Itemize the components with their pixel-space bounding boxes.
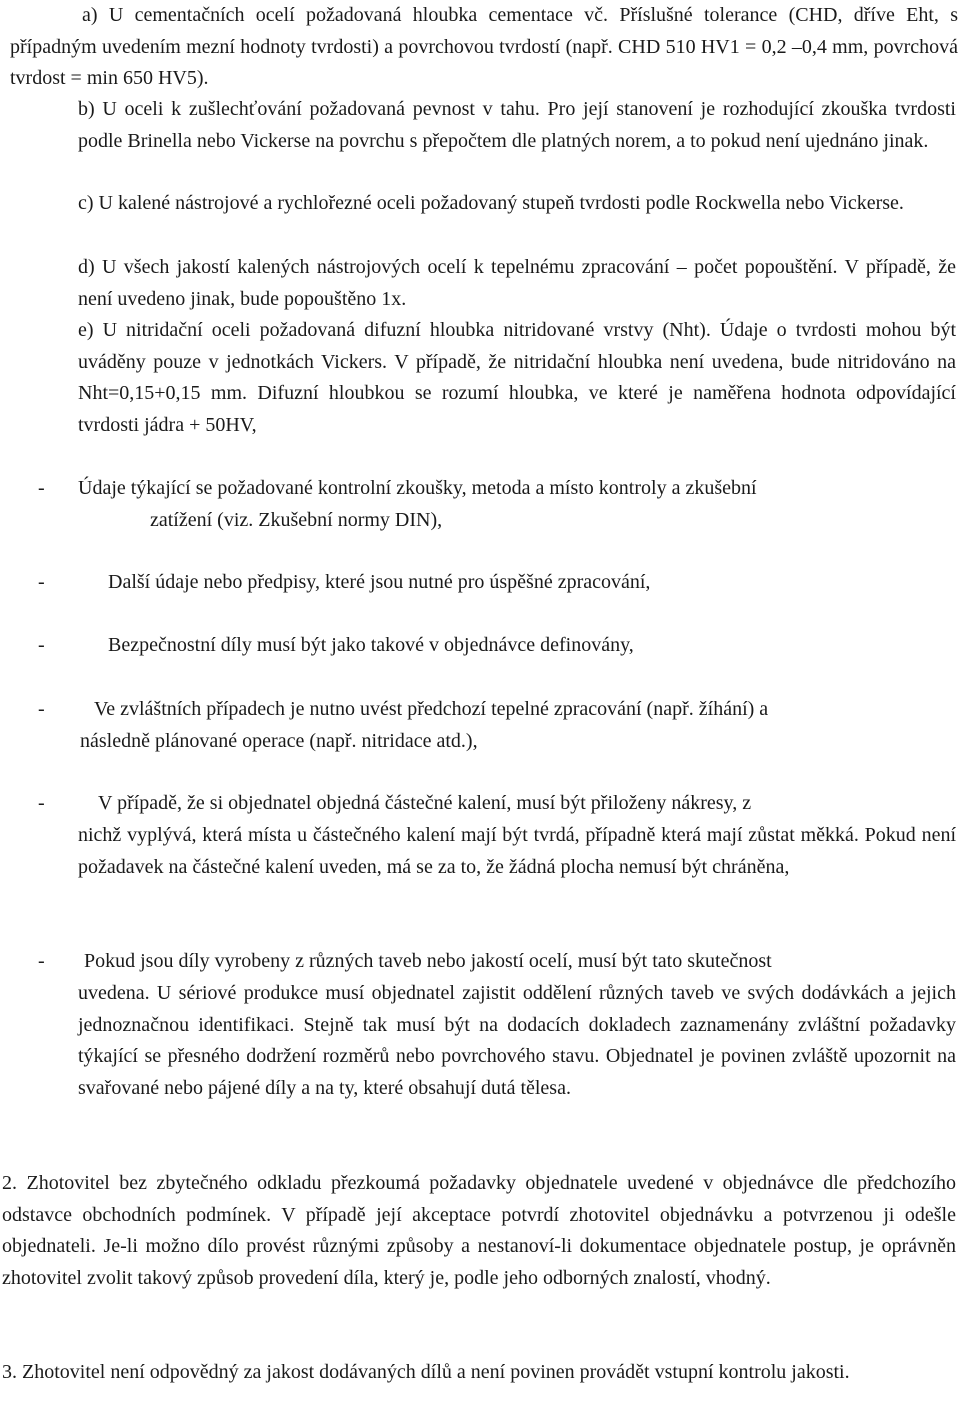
item-d-tempering-count: d) U všech jakostí kalených nástrojových ocelí k tepelnému zpracování – počet popouštění. V případě, že není uvedeno jinak, bude popouštěno 1x. [78,256,956,310]
dash-item-other-data: Další údaje nebo předpisy, které jsou nutné pro úspěšné zpracování, [108,571,651,593]
dash-item-heats: Pokud jsou díly vyrobeny z různých taveb nebo jakostí ocelí, musí být tato skutečnost [84,950,772,972]
item-e-nitriding: e) U nitridační oceli požadovaná difuzní hloubka nitridované vrstvy (Nht). Údaje o tvrdosti mohou být uváděny pouze v jednotkách Vickers. V případě, že nitridační hloubka není uvedena, bude nitridováno na Nht=0,15+0,15 mm. Difuzní hloubkou se rozumí hloubka, ve které je naměřena hodnota odpovídající tvrdosti jádra + 50HV, [78,319,956,436]
dash-item-previous-treatment-cont: následně plánované operace (např. nitridace atd.), [80,730,478,752]
dash-marker: - [38,571,45,593]
dash-marker: - [38,950,45,972]
dash-item-previous-treatment: Ve zvláštních případech je nutno uvést předchozí tepelné zpracování (např. žíhání) a [94,698,769,720]
dash-item-partial-hardening-cont: nichž vyplývá, která místa u částečného kalení mají být tvrdá, případně která mají zůstat měkká. Pokud není požadavek na částečné kalení uveden, má se za to, že žádná plocha nemusí být chráněna, [78,824,956,878]
item-a-cementation: a) U cementačních ocelí požadovaná hloubka cementace vč. Příslušné tolerance (CHD, dříve Eht, s případným uvedením mezní hodnoty tvrdosti) a povrchovou tvrdostí (např. CHD 510 HV1 = 0,2 –0,4 mm, povrchová tvrdost = min 650 HV5). [10,4,958,89]
dash-item-heats-cont: uvedena. U sériové produkce musí objednatel zajistit oddělení různých taveb ve svých dodávkách a jejich jednoznačnou identifikaci. Stejně tak musí být na dodacích dokladech zaznamenány zvláštní požadavky týkající se přesného dodržení rozměrů nebo povrchového stavu. Objednatel je povinen zvláště upozornit na svařované nebo pájené díly a na ty, které obsahují dutá tělesa. [78,982,956,1099]
dash-item-safety-parts: Bezpečnostní díly musí být jako takové v objednávce definovány, [108,634,634,656]
dash-marker: - [38,698,45,720]
dash-marker: - [38,634,45,656]
item-c-tool-steel: c) U kalené nástrojové a rychlořezné oceli požadovaný stupeň tvrdosti podle Rockwella nebo Vickerse. [78,192,904,214]
dash-item-partial-hardening: V případě, že si objednatel objedná částečné kalení, musí být přiloženy nákresy, z [98,792,752,814]
dash-item-test-data-cont: zatížení (viz. Zkušební normy DIN), [150,509,443,531]
numbered-paragraph-2: 2. Zhotovitel bez zbytečného odkladu přezkoumá požadavky objednatele uvedené v objednávce dle předchozího odstavce obchodních podmínek. V případě její akceptace potvrdí zhotovitel objednávku a potvrzenou ji odešle objednateli. Je-li možno dílo provést různými způsoby a nestanoví-li dokumentace objednatele postup, je oprávněn zhotovitel zvolit takový způsob provedení díla, který je, podle jeho odborných znalostí, vhodný. [2,1172,956,1289]
dash-marker: - [38,792,45,814]
item-b-tempering: b) U oceli k zušlechťování požadovaná pevnost v tahu. Pro její stanovení je rozhodující zkouška tvrdosti podle Brinella nebo Vickerse na povrchu s přepočtem dle platných norem, a to pokud není ujednáno jinak. [78,98,956,152]
dash-marker: - [38,477,45,499]
numbered-paragraph-3: 3. Zhotovitel není odpovědný za jakost dodávaných dílů a není povinen provádět vstupní kontrolu jakosti. [2,1361,850,1383]
dash-item-test-data: Údaje týkající se požadované kontrolní zkoušky, metoda a místo kontroly a zkušební [78,477,757,499]
